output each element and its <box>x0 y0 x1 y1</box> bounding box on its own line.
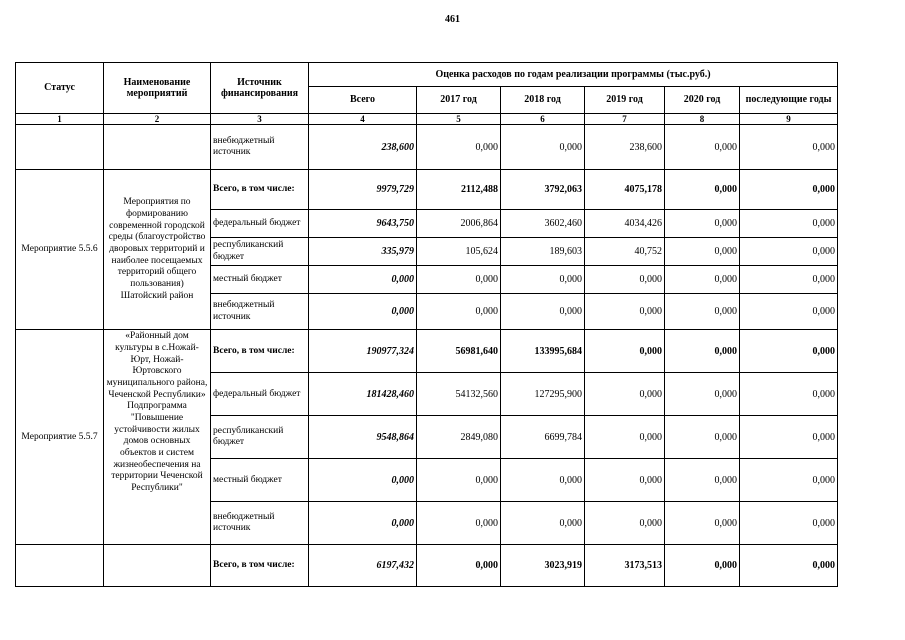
value-cell: 54132,560 <box>417 373 501 416</box>
value-cell: 0,000 <box>501 266 585 294</box>
source-cell: Всего, в том числе: <box>211 170 309 210</box>
source-cell: республиканский бюджет <box>211 416 309 459</box>
value-cell: 0,000 <box>309 459 417 502</box>
status-cell <box>16 545 104 587</box>
value-cell: 0,000 <box>665 210 740 238</box>
source-cell: местный бюджет <box>211 459 309 502</box>
value-cell: 0,000 <box>501 502 585 545</box>
source-cell: федеральный бюджет <box>211 373 309 416</box>
value-cell: 0,000 <box>665 416 740 459</box>
value-cell: 9643,750 <box>309 210 417 238</box>
value-cell: 0,000 <box>309 266 417 294</box>
value-cell: 0,000 <box>740 294 838 330</box>
value-cell: 4075,178 <box>585 170 665 210</box>
column-index: 3 <box>211 114 309 125</box>
value-cell: 105,624 <box>417 238 501 266</box>
value-cell: 0,000 <box>665 170 740 210</box>
value-cell: 0,000 <box>740 330 838 373</box>
value-cell: 127295,900 <box>501 373 585 416</box>
column-index: 6 <box>501 114 585 125</box>
source-cell: республиканский бюджет <box>211 238 309 266</box>
column-index: 7 <box>585 114 665 125</box>
value-cell: 0,000 <box>417 294 501 330</box>
value-cell: 0,000 <box>585 459 665 502</box>
column-index: 4 <box>309 114 417 125</box>
status-cell: Мероприятие 5.5.7 <box>16 330 104 545</box>
value-cell: 0,000 <box>665 502 740 545</box>
header-year: 2019 год <box>585 87 665 114</box>
column-index: 2 <box>104 114 211 125</box>
header-year: последующие годы <box>740 87 838 114</box>
source-cell: местный бюджет <box>211 266 309 294</box>
value-cell: 0,000 <box>501 459 585 502</box>
value-cell: 133995,684 <box>501 330 585 373</box>
column-index: 8 <box>665 114 740 125</box>
source-cell: Всего, в том числе: <box>211 545 309 587</box>
table-row <box>16 330 838 373</box>
header-year: 2017 год <box>417 87 501 114</box>
value-cell: 0,000 <box>740 545 838 587</box>
value-cell: 0,000 <box>740 502 838 545</box>
value-cell: 0,000 <box>665 373 740 416</box>
value-cell: 0,000 <box>740 170 838 210</box>
value-cell: 238,600 <box>585 125 665 170</box>
budget-table <box>15 62 838 587</box>
value-cell: 0,000 <box>309 502 417 545</box>
value-cell: 0,000 <box>417 502 501 545</box>
header-year: 2018 год <box>501 87 585 114</box>
value-cell: 0,000 <box>740 416 838 459</box>
value-cell: 0,000 <box>665 545 740 587</box>
value-cell: 181428,460 <box>309 373 417 416</box>
header-source: Источник финансирования <box>211 63 309 114</box>
value-cell: 40,752 <box>585 238 665 266</box>
value-cell: 0,000 <box>665 459 740 502</box>
page-number: 461 <box>445 14 460 25</box>
value-cell: 3023,919 <box>501 545 585 587</box>
measure-cell: «Районный дом культуры в с.Ножай-Юрт, Ножай-Юртовского муниципального района, Чеченской Республики» Подпрограмма "Повышение устойчивости жилых домов основных объектов и систем жизнеобеспечения на территории Чеченской Республики" <box>104 330 211 545</box>
value-cell: 0,000 <box>740 266 838 294</box>
value-cell: 0,000 <box>740 373 838 416</box>
value-cell: 6699,784 <box>501 416 585 459</box>
value-cell: 0,000 <box>665 238 740 266</box>
source-cell: внебюджетный источник <box>211 125 309 170</box>
value-cell: 2112,488 <box>417 170 501 210</box>
value-cell: 3602,460 <box>501 210 585 238</box>
value-cell: 0,000 <box>585 502 665 545</box>
header-year: 2020 год <box>665 87 740 114</box>
measure-cell: Мероприятия по формированию современной городской среды (благоустройство дворовых территорий и наиболее посещаемых территорий общего пользования) Шатойский район <box>104 170 211 330</box>
source-cell: внебюджетный источник <box>211 294 309 330</box>
value-cell: 0,000 <box>417 459 501 502</box>
value-cell: 0,000 <box>501 294 585 330</box>
value-cell: 189,603 <box>501 238 585 266</box>
value-cell: 190977,324 <box>309 330 417 373</box>
value-cell: 0,000 <box>417 545 501 587</box>
value-cell: 0,000 <box>585 294 665 330</box>
status-cell: Мероприятие 5.5.6 <box>16 170 104 330</box>
status-cell <box>16 125 104 170</box>
value-cell: 0,000 <box>665 330 740 373</box>
value-cell: 9979,729 <box>309 170 417 210</box>
value-cell: 0,000 <box>740 125 838 170</box>
source-cell: внебюджетный источник <box>211 502 309 545</box>
header-estimate: Оценка расходов по годам реализации программы (тыс.руб.) <box>309 63 838 87</box>
value-cell: 0,000 <box>740 238 838 266</box>
value-cell: 0,000 <box>665 266 740 294</box>
value-cell: 0,000 <box>740 459 838 502</box>
column-index: 9 <box>740 114 838 125</box>
header-measure: Наименование мероприятий <box>104 63 211 114</box>
value-cell: 2849,080 <box>417 416 501 459</box>
measure-cell <box>104 125 211 170</box>
header-year: Всего <box>309 87 417 114</box>
table-row <box>16 545 838 587</box>
value-cell: 0,000 <box>665 294 740 330</box>
value-cell: 0,000 <box>417 266 501 294</box>
column-index: 5 <box>417 114 501 125</box>
value-cell: 0,000 <box>585 416 665 459</box>
table-row <box>16 170 838 210</box>
value-cell: 0,000 <box>501 125 585 170</box>
source-cell: Всего, в том числе: <box>211 330 309 373</box>
value-cell: 0,000 <box>585 373 665 416</box>
value-cell: 0,000 <box>585 330 665 373</box>
column-index: 1 <box>16 114 104 125</box>
header-status: Статус <box>16 63 104 114</box>
table-row <box>16 125 838 170</box>
value-cell: 0,000 <box>665 125 740 170</box>
value-cell: 0,000 <box>309 294 417 330</box>
value-cell: 9548,864 <box>309 416 417 459</box>
value-cell: 0,000 <box>585 266 665 294</box>
value-cell: 238,600 <box>309 125 417 170</box>
column-index-row <box>16 114 838 125</box>
value-cell: 0,000 <box>740 210 838 238</box>
value-cell: 3792,063 <box>501 170 585 210</box>
source-cell: федеральный бюджет <box>211 210 309 238</box>
value-cell: 335,979 <box>309 238 417 266</box>
value-cell: 0,000 <box>417 125 501 170</box>
value-cell: 56981,640 <box>417 330 501 373</box>
page-bottom-crop <box>0 594 905 640</box>
value-cell: 3173,513 <box>585 545 665 587</box>
measure-cell <box>104 545 211 587</box>
value-cell: 2006,864 <box>417 210 501 238</box>
value-cell: 6197,432 <box>309 545 417 587</box>
value-cell: 4034,426 <box>585 210 665 238</box>
